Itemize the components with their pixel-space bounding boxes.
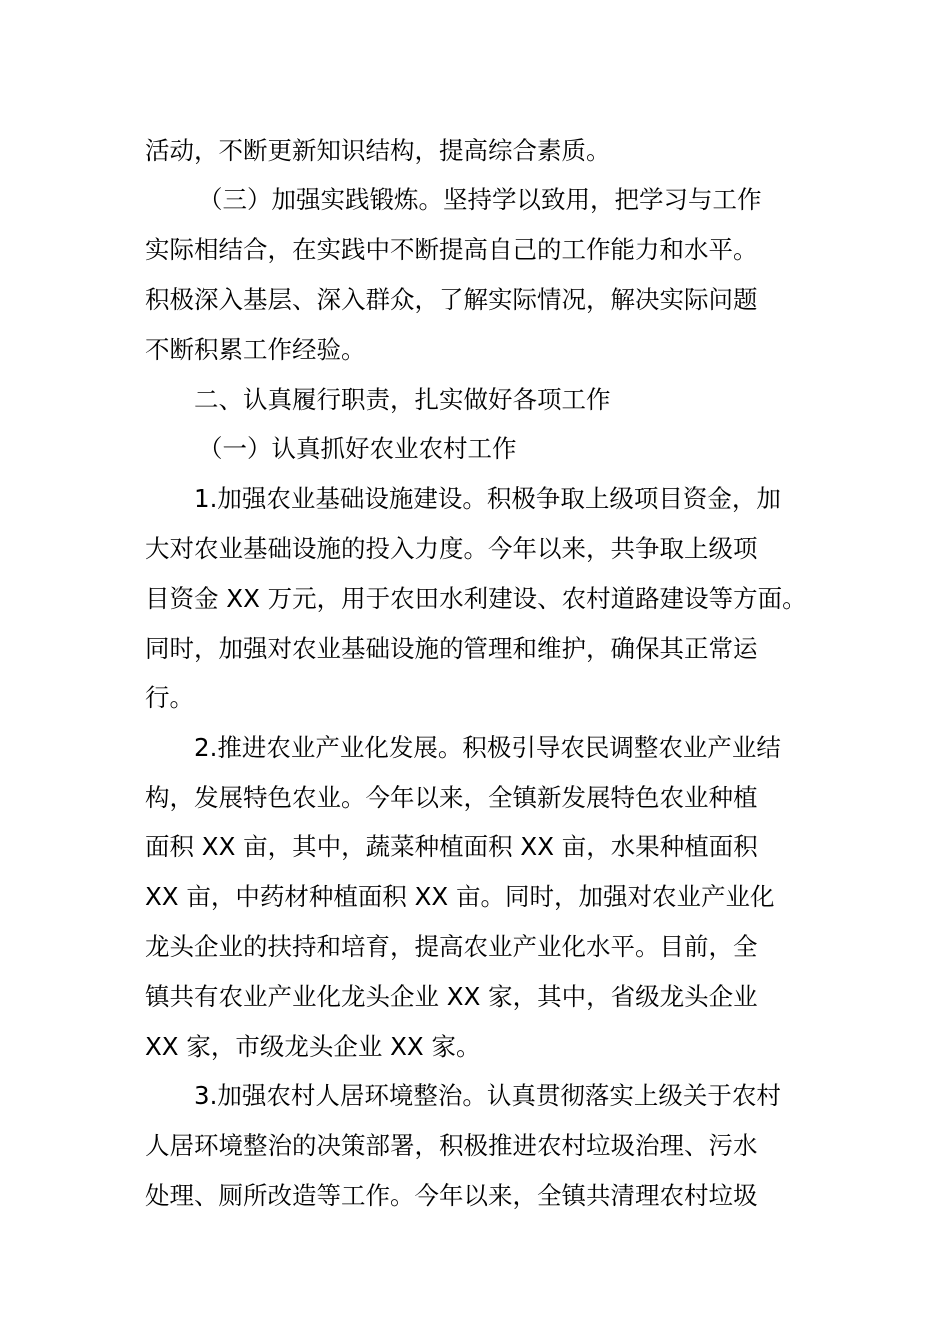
text-line: 行。 xyxy=(145,683,194,712)
text-line: 处理、厕所改造等工作。今年以来，全镇共清理农村垃圾 xyxy=(145,1181,758,1210)
section-heading: 二、认真履行职责，扎实做好各项工作 xyxy=(194,385,611,414)
text-line: 实际相结合，在实践中不断提高自己的工作能力和水平。 xyxy=(145,235,758,264)
text-line: 积极深入基层、深入群众，了解实际情况，解决实际问题 xyxy=(145,285,758,314)
text-line: XX 亩，中药材种植面积 XX 亩。同时，加强对农业产业化 xyxy=(145,882,775,911)
text-line: 镇共有农业产业化龙头企业 XX 家，其中，省级龙头企业 xyxy=(145,982,758,1011)
text-line: 1.加强农业基础设施建设。积极争取上级项目资金，加 xyxy=(194,484,781,513)
text-line: 活动，不断更新知识结构，提高综合素质。 xyxy=(145,136,611,165)
text-line: 构，发展特色农业。今年以来，全镇新发展特色农业种植 xyxy=(145,783,758,812)
text-line: XX 家，市级龙头企业 XX 家。 xyxy=(145,1032,481,1061)
text-line: （三）加强实践锻炼。坚持学以致用，把学习与工作 xyxy=(198,185,762,214)
text-line: 面积 XX 亩，其中，蔬菜种植面积 XX 亩，水果种植面积 xyxy=(145,832,758,861)
text-line: 3.加强农村人居环境整治。认真贯彻落实上级关于农村 xyxy=(194,1081,781,1110)
text-line: 龙头企业的扶持和培育，提高农业产业化水平。目前，全 xyxy=(145,932,758,961)
text-line: 2.推进农业产业化发展。积极引导农民调整农业产业结 xyxy=(194,733,781,762)
text-line: 同时，加强对农业基础设施的管理和维护，确保其正常运 xyxy=(145,634,758,663)
text-line: 人居环境整治的决策部署，积极推进农村垃圾治理、污水 xyxy=(145,1131,758,1160)
text-line: 目资金 XX 万元，用于农田水利建设、农村道路建设等方面。 xyxy=(145,584,807,613)
text-line: 大对农业基础设施的投入力度。今年以来，共争取上级项 xyxy=(145,534,758,563)
text-line: 不断积累工作经验。 xyxy=(145,335,366,364)
subsection-heading: （一）认真抓好农业农村工作 xyxy=(198,434,517,463)
